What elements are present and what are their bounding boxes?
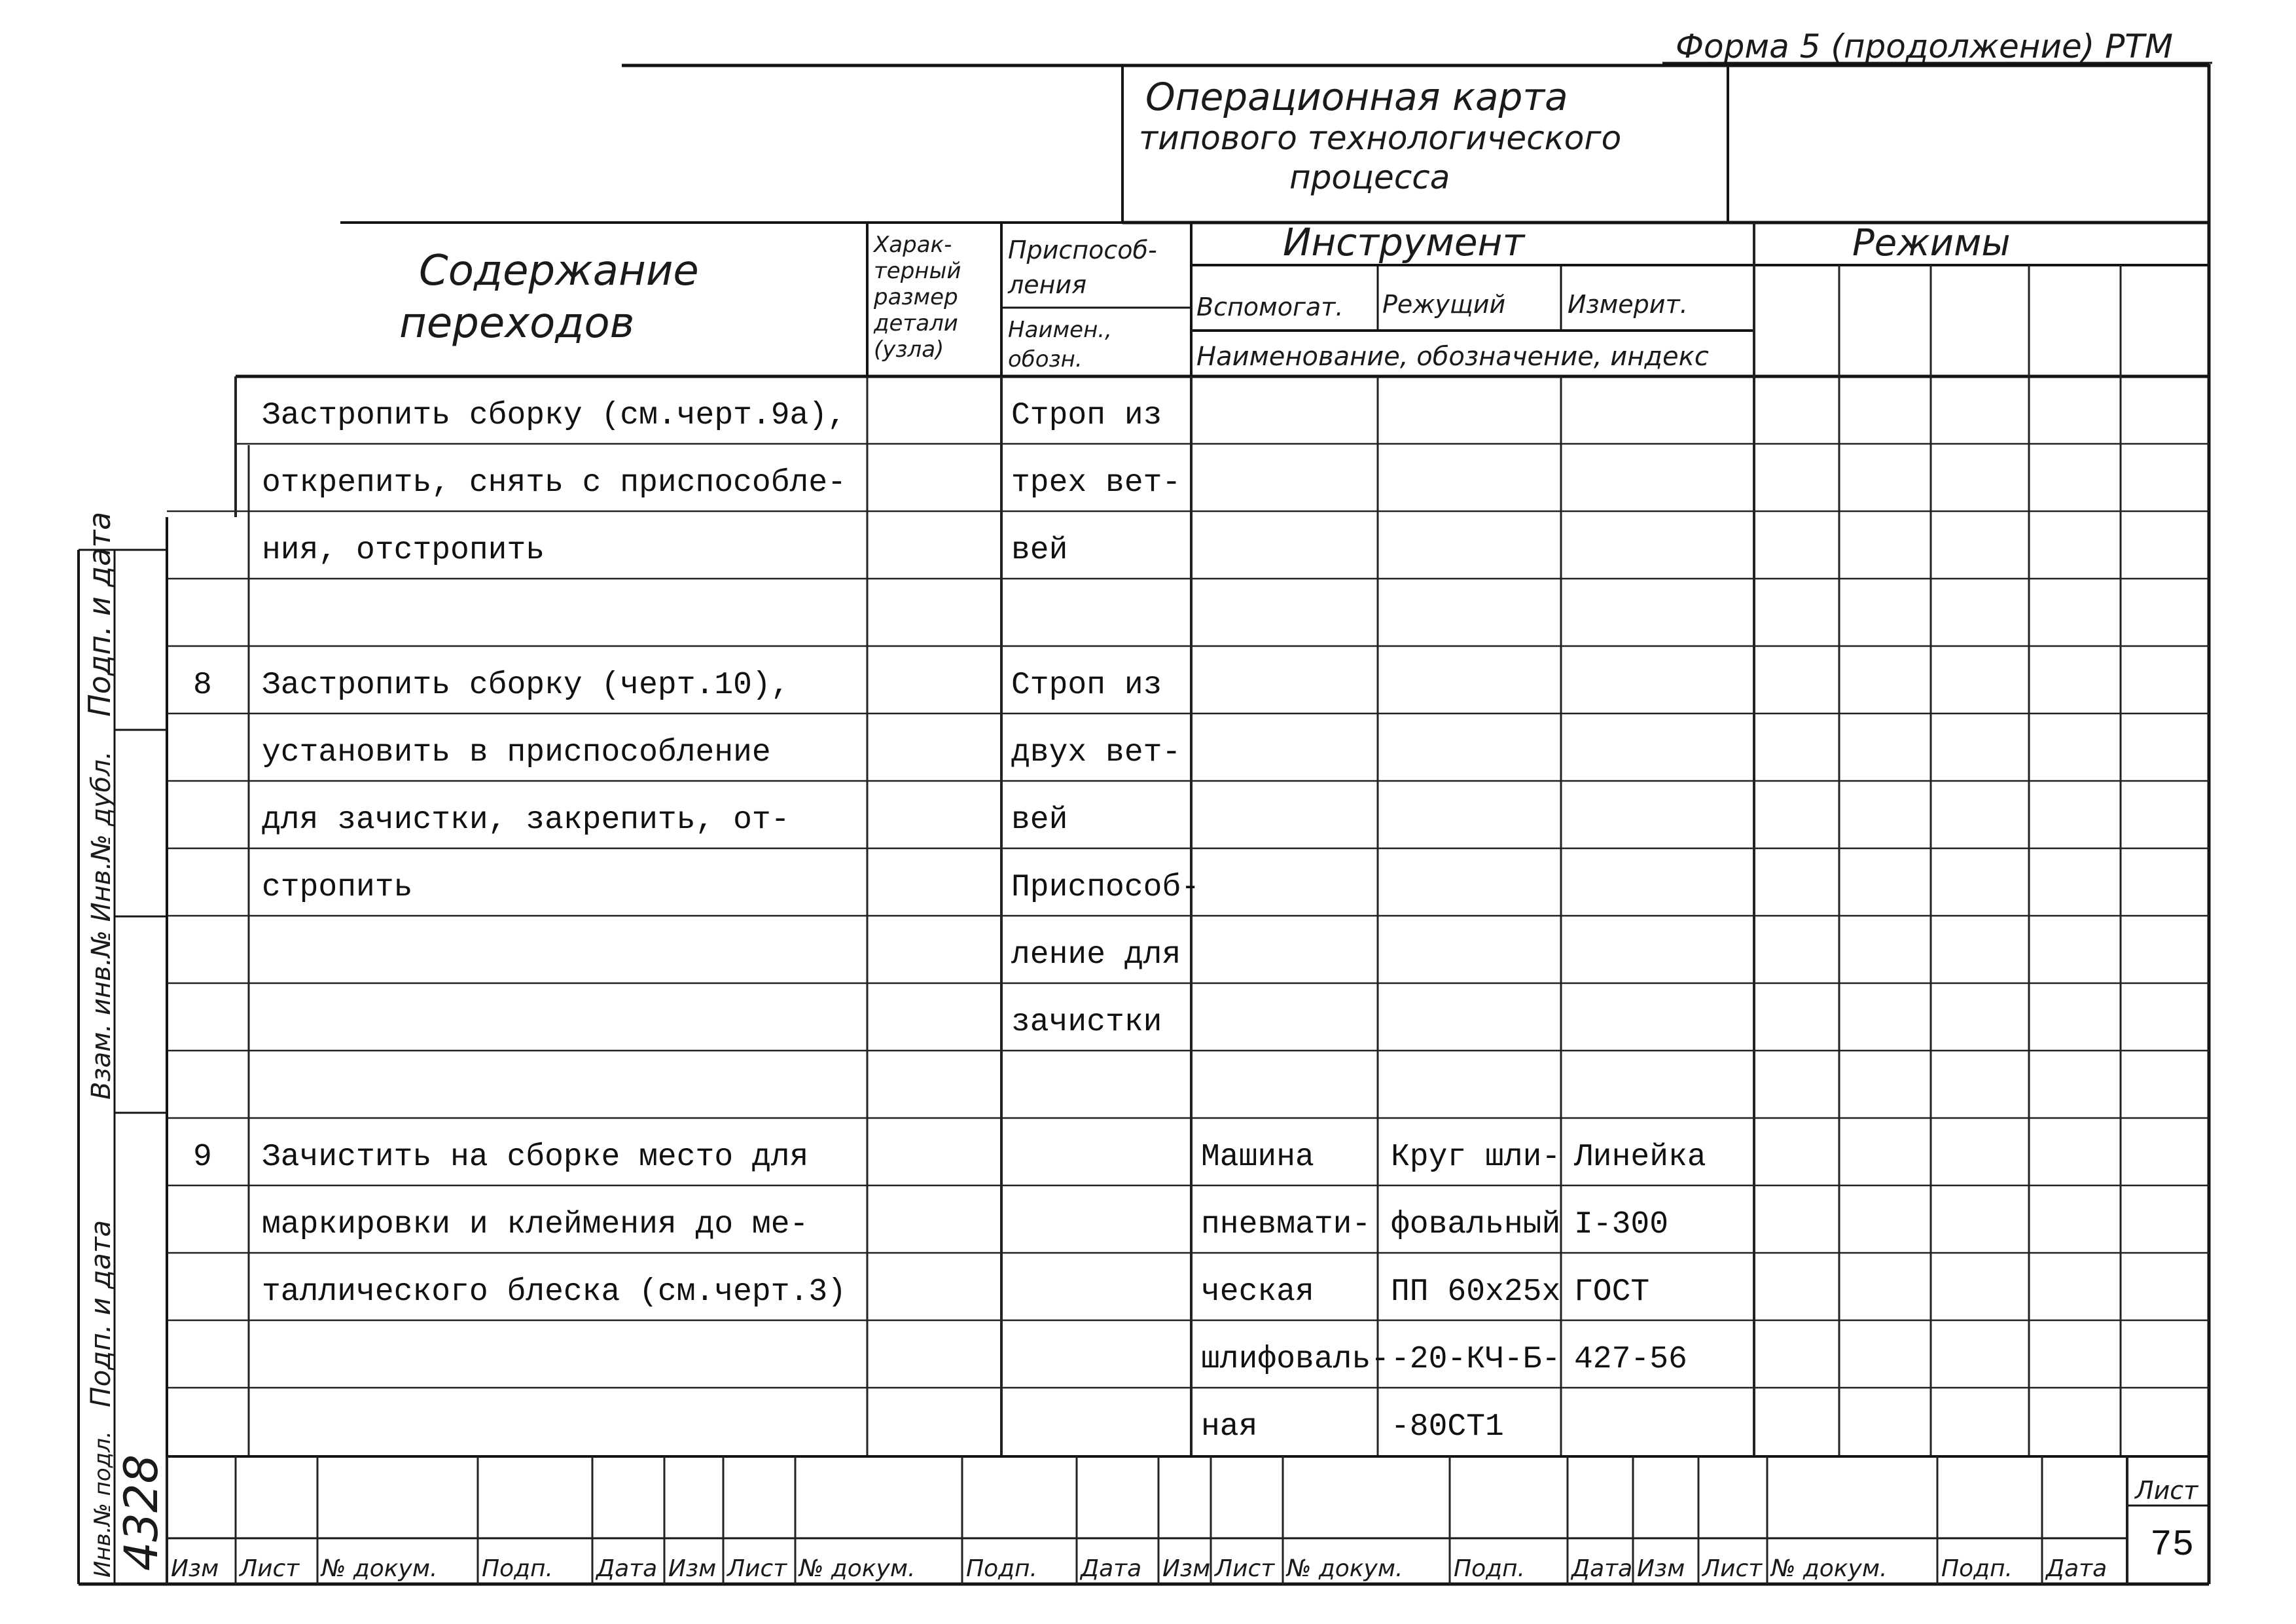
- footer-col-label: Подп.: [1454, 1555, 1525, 1582]
- footer-col-label: № докум.: [321, 1555, 438, 1582]
- row-measuring-tool: ГОСТ: [1574, 1274, 1650, 1310]
- table-row: [193, 668, 1162, 703]
- row-fixture: двух вет-: [1011, 735, 1181, 770]
- row-fixture: трех вет-: [1011, 465, 1181, 501]
- row-content: установить в приспособление: [262, 735, 771, 770]
- svg-text:терный: терный: [874, 258, 961, 284]
- table-row: [262, 533, 1067, 568]
- table-row: [262, 803, 1067, 838]
- row-aux-tool: пневмати-: [1201, 1207, 1371, 1242]
- table-row: [1011, 937, 1181, 973]
- sheet-number: 75: [2150, 1524, 2195, 1566]
- row-aux-tool: ная: [1201, 1409, 1258, 1445]
- footer-col-label: № докум.: [799, 1555, 916, 1582]
- row-measuring-tool: I-300: [1574, 1207, 1669, 1242]
- table-row: [193, 1140, 1706, 1175]
- row-fixture: вей: [1011, 803, 1068, 838]
- row-number: 9: [193, 1140, 212, 1175]
- footer-col-label: Изм: [1162, 1555, 1211, 1582]
- row-content: для зачистки, закрепить, от-: [262, 803, 790, 838]
- row-cutting-tool: -20-КЧ-Б-: [1391, 1342, 1561, 1377]
- row-fixture: вей: [1011, 533, 1068, 568]
- side-stamp: [79, 512, 168, 1584]
- header-fixture: [1007, 236, 1157, 372]
- row-fixture: зачистки: [1011, 1005, 1162, 1040]
- footer-col-label: Дата: [1571, 1555, 1633, 1582]
- row-fixture: ление для: [1011, 937, 1181, 973]
- row-measuring-tool: 427-56: [1574, 1342, 1687, 1377]
- row-fixture: Приспособ-: [1011, 870, 1200, 905]
- table-row: [262, 870, 1200, 905]
- row-aux-tool: ческая: [1201, 1274, 1314, 1310]
- table-row: [1011, 1005, 1162, 1040]
- footer-col-label: Лист: [1215, 1555, 1275, 1582]
- header-cutting: Режущий: [1382, 290, 1506, 319]
- svg-text:Приспособ-: Приспособ-: [1008, 236, 1157, 264]
- footer-col-label: Подп.: [966, 1555, 1037, 1582]
- side-stamp-top: Подп. и дата: [82, 511, 117, 717]
- header-content-line-2: переходов: [399, 299, 635, 348]
- header-content: [399, 247, 699, 348]
- footer-col-label: № докум.: [1287, 1555, 1403, 1582]
- side-stamp-low: Подп. и дата: [84, 1219, 117, 1407]
- row-number: 8: [193, 668, 212, 703]
- side-stamp-mid: Взам. инв.№ Инв.№ дубл.: [86, 751, 117, 1100]
- table-row: [262, 1274, 1649, 1310]
- table-row: [262, 465, 1181, 501]
- header-aux: Вспомогат.: [1196, 293, 1344, 321]
- svg-text:ления: ления: [1008, 270, 1087, 299]
- side-stamp-bottom: Инв.№ подл.: [90, 1431, 116, 1578]
- sheet-label: Лист: [2135, 1476, 2198, 1505]
- footer-col-label: Лист: [1702, 1555, 1763, 1582]
- svg-text:детали: детали: [874, 310, 958, 336]
- svg-text:обозн.: обозн.: [1008, 346, 1083, 372]
- row-content: Застропить сборку (черт.10),: [262, 668, 790, 703]
- header-size: [872, 232, 961, 363]
- footer-block: [79, 1456, 2209, 1584]
- footer-col-label: Дата: [2046, 1555, 2108, 1582]
- row-cutting-tool: -80СТ1: [1391, 1409, 1504, 1445]
- card-title-line-2: типового технологического: [1139, 119, 1622, 157]
- header-instrument: Инструмент: [1283, 220, 1525, 264]
- row-content: стропить: [262, 870, 413, 905]
- footer-col-label: Дата: [596, 1555, 658, 1582]
- table-rows: [193, 398, 1706, 1445]
- header-measuring: Измерит.: [1568, 290, 1688, 319]
- form-title: Форма 5 (продолжение) РТМ: [1676, 27, 2173, 65]
- row-fixture: Строп из: [1011, 668, 1162, 703]
- row-content: таллического блеска (см.черт.3): [262, 1274, 846, 1310]
- row-measuring-tool: Линейка: [1574, 1140, 1706, 1175]
- footer-col-label: Лист: [727, 1555, 787, 1582]
- card-title-line-3: процесса: [1289, 158, 1450, 196]
- table-row: [1201, 1342, 1687, 1377]
- svg-text:Наимен.,: Наимен.,: [1008, 317, 1112, 343]
- row-content: маркировки и клеймения до ме-: [262, 1207, 809, 1242]
- footer-col-label: № докум.: [1771, 1555, 1888, 1582]
- row-aux-tool: Машина: [1201, 1140, 1314, 1175]
- footer-col-label: Подп.: [482, 1555, 553, 1582]
- header-instr-sub: Наименование, обозначение, индекс: [1196, 342, 1709, 372]
- inventory-number: 4328: [115, 1454, 168, 1571]
- row-aux-tool: шлифоваль-: [1201, 1342, 1390, 1377]
- card-title-line-1: Операционная карта: [1145, 75, 1568, 119]
- footer-col-label: Подп.: [1941, 1555, 2013, 1582]
- footer-col-label: Изм: [668, 1555, 717, 1582]
- row-cutting-tool: ПП 60х25х: [1391, 1274, 1561, 1310]
- row-fixture: Строп из: [1011, 398, 1162, 433]
- svg-text:Харак-: Харак-: [874, 232, 952, 258]
- footer-col-label: Изм: [171, 1555, 219, 1582]
- row-content: открепить, снять с приспособле-: [262, 465, 846, 501]
- card-title: [1139, 75, 1621, 196]
- row-content: Зачистить на сборке место для: [262, 1140, 809, 1175]
- table-row: [262, 735, 1181, 770]
- row-content: ния, отстропить: [262, 533, 545, 568]
- row-cutting-tool: Круг шли-: [1391, 1140, 1561, 1175]
- header-content-line-1: Содержание: [419, 247, 699, 295]
- footer-col-label: Изм: [1637, 1555, 1685, 1582]
- header-modes: Режимы: [1852, 222, 2011, 264]
- table-row: [262, 1207, 1668, 1242]
- table-row: [1201, 1409, 1504, 1445]
- table-row: [262, 398, 1162, 433]
- svg-text:размер: размер: [874, 284, 958, 310]
- row-content: Застропить сборку (см.черт.9а),: [262, 398, 846, 433]
- row-cutting-tool: фовальный: [1391, 1207, 1561, 1242]
- svg-text:(узла): (узла): [874, 336, 944, 363]
- footer-col-label: Лист: [240, 1555, 300, 1582]
- footer-col-label: Дата: [1081, 1555, 1142, 1582]
